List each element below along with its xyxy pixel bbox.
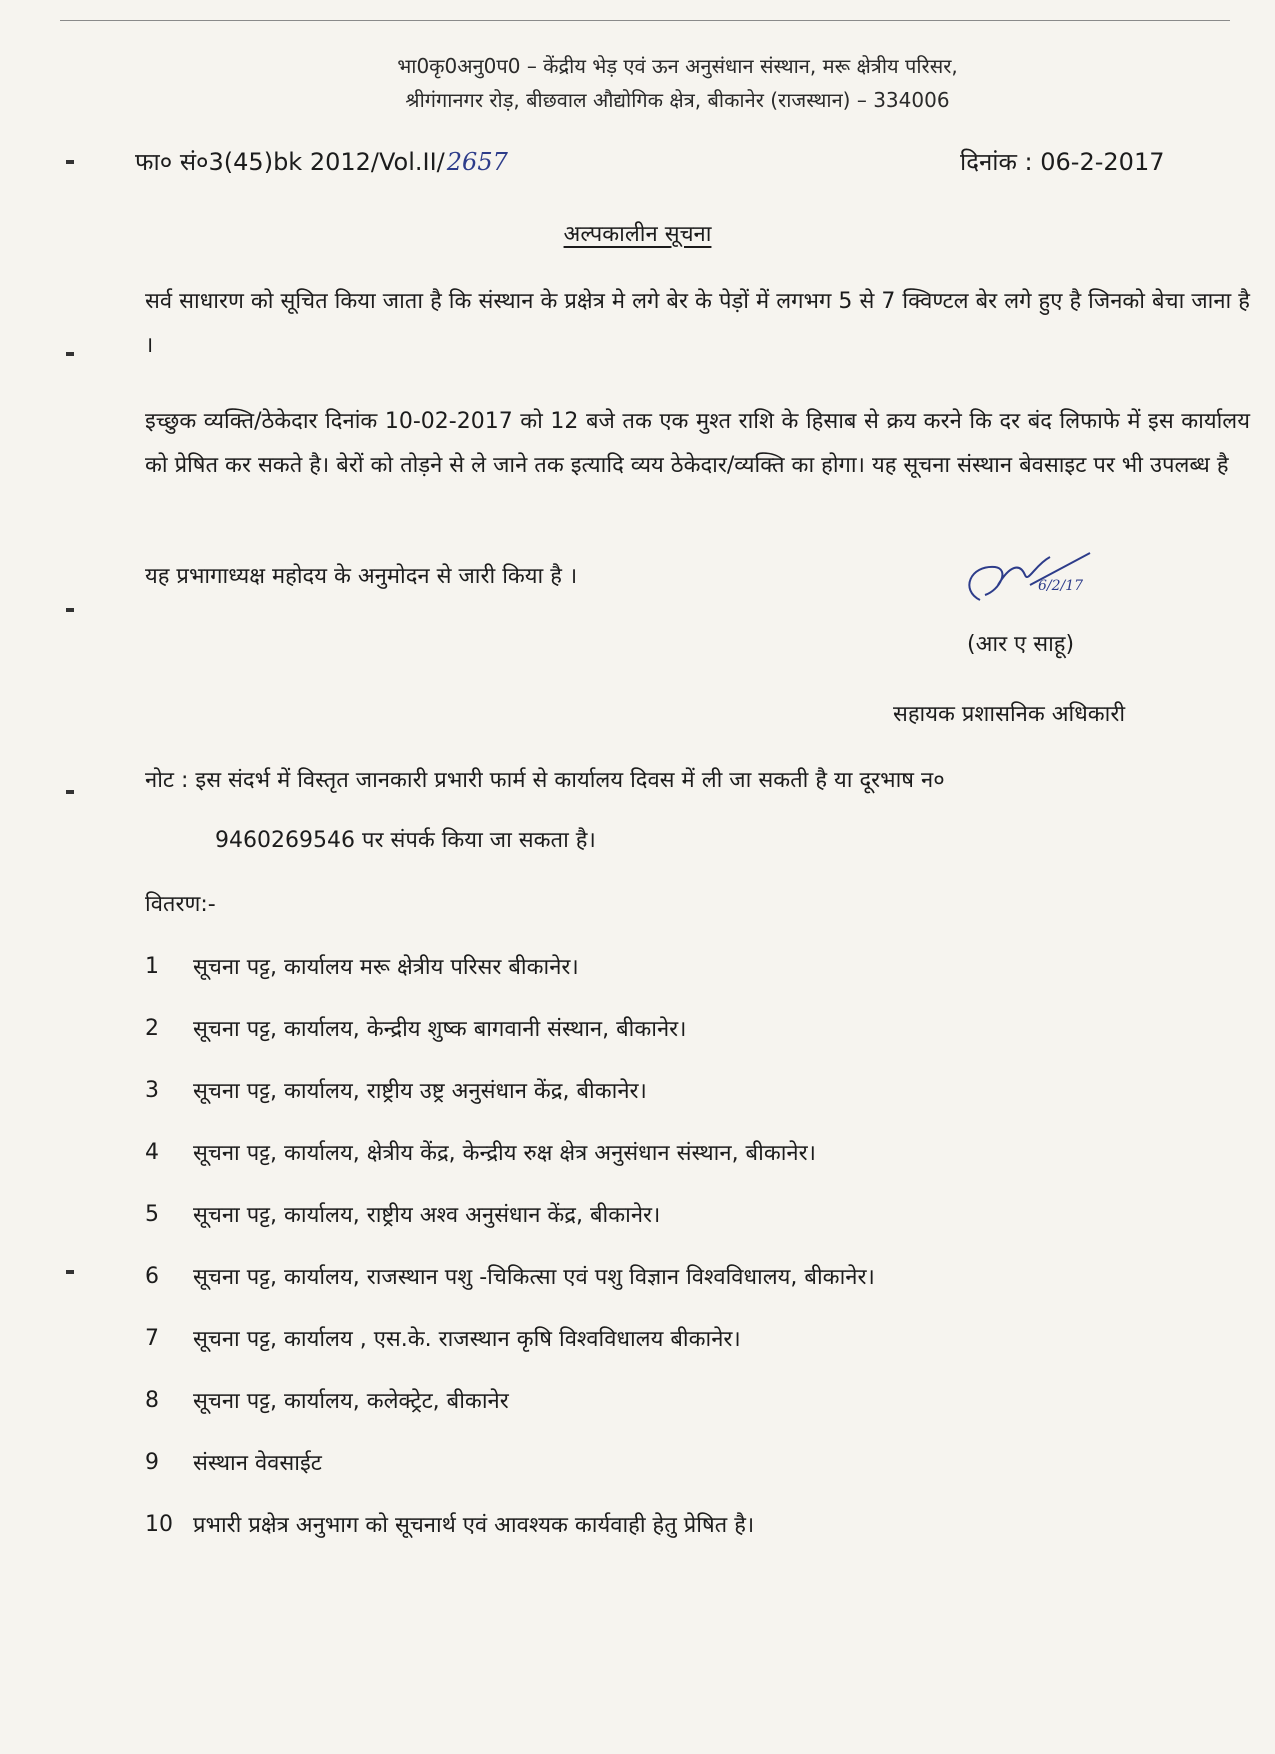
item-text: सूचना पट्ट, कार्यालय , एस.के. राजस्थान कृषि विश्वविधालय बीकानेर।	[193, 1327, 741, 1352]
note-line1: नोट : इस संदर्भ में विस्तृत जानकारी प्रभारी फार्म से कार्यालय दिवस में ली जा सकती है या दूरभाष न०	[145, 768, 945, 793]
top-rule	[60, 20, 1230, 21]
item-text: सूचना पट्ट, कार्यालय, राष्ट्रीय अश्व अनुसंधान केंद्र, बीकानेर।	[193, 1203, 661, 1228]
paragraph-3: यह प्रभागाध्यक्ष महोदय के अनुमोदन से जारी किया है ।	[145, 564, 578, 589]
list-item	[145, 1493, 1245, 1555]
item-number: 3	[145, 1077, 159, 1103]
item-text: सूचना पट्ट, कार्यालय मरू क्षेत्रीय परिसर बीकानेर।	[193, 955, 579, 980]
list-item	[145, 1307, 1245, 1369]
list-item	[145, 1431, 1245, 1493]
item-text: सूचना पट्ट, कार्यालय, क्षेत्रीय केंद्र, केन्द्रीय रुक्ष क्षेत्र अनुसंधान संस्थान, बीकानेर।	[193, 1141, 816, 1166]
list-item	[145, 935, 1245, 997]
item-number: 6	[145, 1263, 159, 1289]
file-reference-handwritten: 2657	[446, 148, 508, 176]
item-number: 1	[145, 953, 159, 979]
item-number: 10	[145, 1511, 173, 1537]
distribution-list	[145, 935, 1245, 1555]
item-number: 8	[145, 1387, 159, 1413]
notice-title-text: अल्पकालीन सूचना	[563, 222, 712, 247]
item-number: 9	[145, 1449, 159, 1475]
file-reference	[135, 145, 508, 178]
item-number: 2	[145, 1015, 159, 1041]
institute-header-line1: भा0कृ0अनु0प0 – केंद्रीय भेड़ एवं ऊन अनुसंधान संस्थान, मरू क्षेत्रीय परिसर,	[397, 54, 958, 78]
margin-mark	[66, 352, 74, 356]
item-text: सूचना पट्ट, कार्यालय, राजस्थान पशु -चिकित्सा एवं पशु विज्ञान विश्वविधालय, बीकानेर।	[193, 1265, 875, 1290]
list-item	[145, 1059, 1245, 1121]
notice-date: दिनांक : 06-2-2017	[960, 148, 1165, 176]
item-text: सूचना पट्ट, कार्यालय, राष्ट्रीय उष्ट्र अनुसंधान केंद्र, बीकानेर।	[193, 1079, 647, 1104]
margin-mark	[66, 1270, 74, 1274]
margin-mark	[66, 160, 74, 164]
paragraph-2: इच्छुक व्यक्ति/ठेकेदार दिनांक 10-02-2017 को 12 बजे तक एक मुश्त राशि के हिसाब से क्रय करने कि दर बंद लिफाफे में इस कार्यालय को प्रेषित कर सकते है। बेरों को तोड़ने से ले जाने तक इत्यादि व्यय ठेकेदार/व्यक्ति का होगा। यह सूचना संस्थान बेवसाइट पर भी उपलब्ध है	[145, 409, 1250, 478]
notice-title	[0, 218, 1275, 248]
margin-mark	[66, 790, 74, 794]
item-text: संस्थान वेवसाईट	[193, 1451, 322, 1476]
item-text: प्रभारी प्रक्षेत्र अनुभाग को सूचनार्थ एवं आवश्यक कार्यवाही हेतु प्रेषित है।	[193, 1513, 755, 1538]
note-line2: 9460269546 पर संपर्क किया जा सकता है।	[215, 828, 596, 853]
signatory-designation: सहायक प्रशासनिक अधिकारी	[893, 702, 1126, 727]
distribution-heading: वितरण:-	[145, 892, 216, 917]
item-number: 4	[145, 1139, 159, 1165]
margin-mark	[66, 608, 74, 612]
paragraph-1: सर्व साधारण को सूचित किया जाता है कि संस्थान के प्रक्षेत्र मे लगे बेर के पेड़ों में लगभग 5 से 7 क्विण्टल बेर लगे हुए है जिनको बेचा जाना है ।	[145, 289, 1250, 358]
signatory-name: (आर ए साहू)	[967, 632, 1075, 657]
institute-header-line2: श्रीगंगानगर रोड़, बीछवाल औद्योगिक क्षेत्र, बीकानेर (राजस्थान) – 334006	[405, 88, 950, 112]
item-number: 5	[145, 1201, 159, 1227]
file-reference-printed: फा० सं०3(45)bk 2012/Vol.II/	[135, 148, 445, 176]
list-item	[145, 1245, 1245, 1307]
list-item	[145, 1369, 1245, 1431]
signature-date: 6/2/17	[1038, 578, 1084, 594]
signature-mark	[940, 545, 1110, 615]
list-item	[145, 1183, 1245, 1245]
list-item	[145, 1121, 1245, 1183]
list-item	[145, 997, 1245, 1059]
item-text: सूचना पट्ट, कार्यालय, कलेक्ट्रेट, बीकानेर	[193, 1389, 509, 1414]
item-number: 7	[145, 1325, 159, 1351]
item-text: सूचना पट्ट, कार्यालय, केन्द्रीय शुष्क बागवानी संस्थान, बीकानेर।	[193, 1017, 687, 1042]
